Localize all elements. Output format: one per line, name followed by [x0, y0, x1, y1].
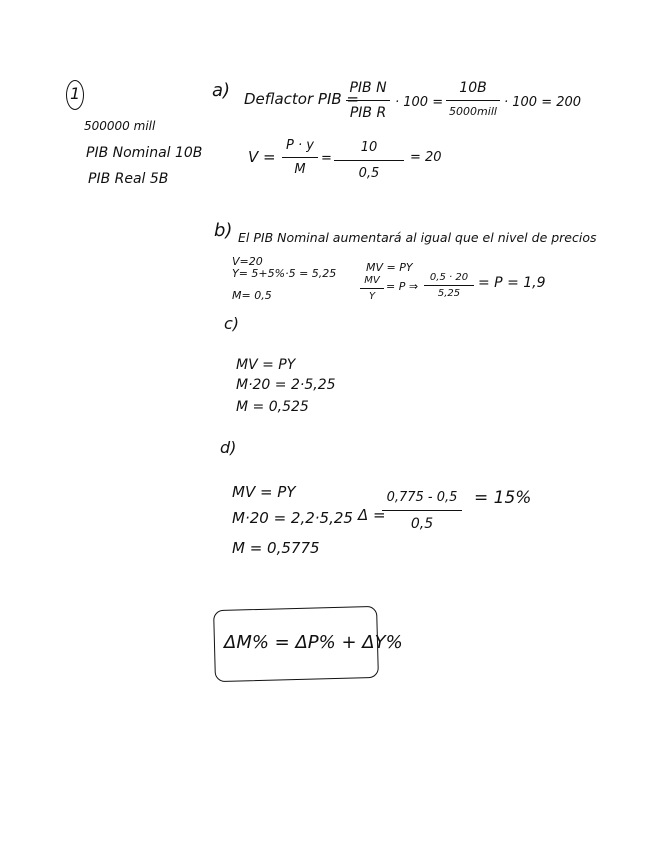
problem-number: 1: [70, 84, 81, 103]
frac-pibr: PIB R: [349, 105, 387, 121]
part-d-line-1: MV = PY: [232, 483, 296, 501]
velocity-label: V =: [248, 148, 276, 166]
part-b-eq-p: = P ⇒: [386, 280, 419, 293]
part-d-line-2: M·20 = 2,2·5,25: [232, 509, 353, 527]
frac-m: M: [294, 162, 306, 177]
part-d-delta: Δ =: [358, 506, 386, 524]
frac-0-5: 0,5: [358, 166, 380, 181]
velocity-fraction-2: [334, 140, 404, 181]
given-line-3: PIB Real 5B: [88, 171, 169, 187]
part-c-label: c): [224, 314, 240, 333]
part-a-label: a): [212, 80, 231, 101]
frac-0775-05: 0,775 - 0,5: [386, 490, 458, 505]
part-b-fraction-mv: [360, 275, 384, 302]
part-b-y: Y= 5+5%·5 = 5,25: [232, 267, 337, 280]
velocity-fraction-1: [282, 138, 318, 177]
frac-10b: 10B: [459, 80, 487, 96]
given-line-1: 500000 mill: [84, 119, 156, 133]
boxed-formula: ΔM% = ΔP% + ΔY%: [224, 632, 403, 653]
part-c-line-1: MV = PY: [236, 357, 296, 373]
part-b-eq1: MV = PY: [366, 261, 413, 274]
frac-pibn: PIB N: [349, 80, 387, 96]
deflator-mid: · 100 =: [395, 95, 444, 110]
part-b-result: = P = 1,9: [478, 275, 546, 291]
frac-mv: MV: [364, 275, 380, 286]
frac-05: 0,5: [410, 516, 434, 532]
frac-y: Y: [368, 291, 376, 302]
part-d-fraction: [382, 490, 462, 532]
deflator-fraction-2: [446, 80, 500, 118]
deflator-result: · 100 = 200: [504, 95, 582, 110]
part-b-m: M= 0,5: [232, 289, 272, 302]
frac-05-20: 0,5 · 20: [429, 272, 469, 283]
part-b-v: V=20: [232, 255, 263, 268]
part-b-fraction-2: [424, 272, 474, 299]
part-d-line-3: M = 0,5775: [232, 539, 320, 557]
frac-5000mill: 5000mill: [449, 105, 497, 118]
velocity-eq: =: [321, 151, 332, 166]
frac-525: 5,25: [437, 288, 461, 299]
part-b-statement: El PIB Nominal aumentará al igual que el nivel de precios: [238, 230, 597, 245]
given-line-2: PIB Nominal 10B: [86, 145, 203, 161]
frac-py: P · y: [286, 138, 314, 153]
part-c-line-2: M·20 = 2·5,25: [236, 377, 336, 393]
velocity-result: = 20: [410, 150, 442, 165]
deflator-label: Deflactor PIB =: [244, 90, 359, 108]
part-b-label: b): [214, 220, 233, 241]
part-c-line-3: M = 0,525: [236, 399, 309, 415]
deflator-fraction-1: [346, 80, 390, 121]
part-d-label: d): [220, 438, 237, 457]
frac-10: 10: [360, 140, 378, 155]
part-d-result: = 15%: [474, 488, 532, 508]
